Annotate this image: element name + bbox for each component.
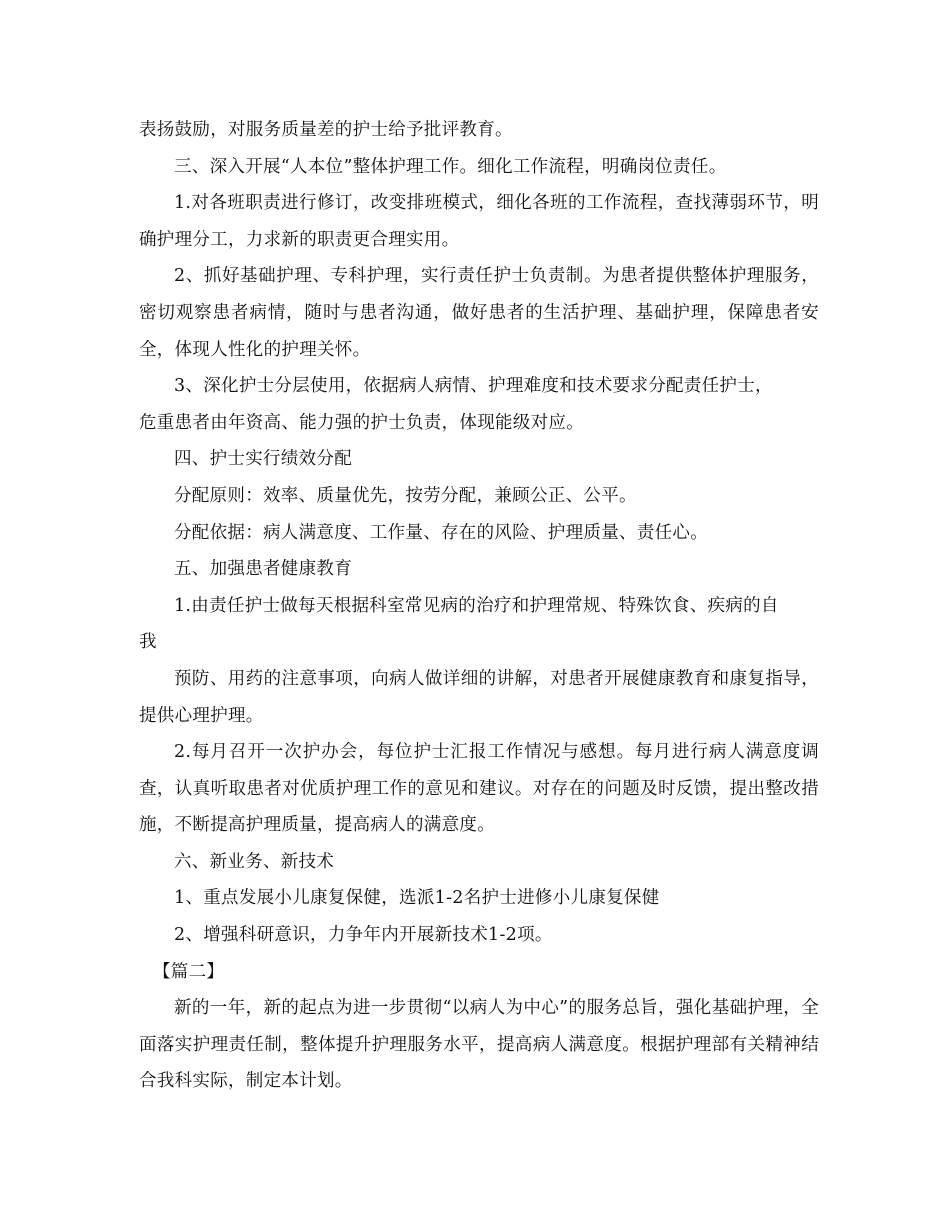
paragraph-part-two-intro: 新的一年，新的起点为进一步贯彻“以病人为中心”的服务总旨，强化基础护理，全面落实护理责任制，整体提升护理服务水平，提高病人满意度。根据护理部有关精神结合我科实际，制定本计划。 (139, 998, 819, 1092)
paragraph-item-3-1: 1.对各班职责进行修订，改变排班模式，细化各班的工作流程，查找薄弱环节，明确护理分工，力求新的职责更合理实用。 (139, 193, 819, 250)
section-heading-5: 五、加强患者健康教育 (174, 559, 352, 580)
paragraph-item-3-3-continued: 危重患者由年资高、能力强的护士负责，体现能级对应。 (139, 412, 584, 433)
paragraph-item-5-1-fragment: 我 (139, 632, 157, 653)
part-two-heading: 【篇二】 (153, 961, 225, 982)
paragraph-item-3-2: 2、抓好基础护理、专科护理，实行责任护士负责制。为患者提供整体护理服务，密切观察患者病情，随时与患者沟通，做好患者的生活护理、基础护理，保障患者安全，体现人性化的护理关怀。 (139, 266, 819, 360)
paragraph-item-6-2: 2、增强科研意识，力争年内开展新技术1-2项。 (174, 925, 553, 946)
section-heading-4: 四、护士实行绩效分配 (174, 449, 352, 470)
paragraph-distribution-principle: 分配原则：效率、质量优先，按劳分配，兼顾公正、公平。 (174, 485, 637, 506)
paragraph-item-5-1: 1.由责任护士做每天根据科室常见病的治疗和护理常规、特殊饮食、疾病的自 (174, 595, 779, 616)
paragraph-item-6-1: 1、重点发展小儿康复保健，选派1-2名护士进修小儿康复保健 (174, 888, 660, 909)
document-body (139, 112, 819, 1100)
paragraph-item-5-2: 2.每月召开一次护办会，每位护士汇报工作情况与感想。每月进行病人满意度调查，认真听取患者对优质护理工作的意见和建议。对存在的问题及时反馈，提出整改措施，不断提高护理质量，提高病人的满意度。 (139, 742, 819, 836)
section-heading-3: 三、深入开展“人本位”整体护理工作。细化工作流程，明确岗位责任。 (174, 156, 727, 177)
paragraph-distribution-basis: 分配依据：病人满意度、工作量、存在的风险、护理质量、责任心。 (174, 522, 708, 543)
paragraph-continuation: 表扬鼓励，对服务质量差的护士给予批评教育。 (139, 120, 513, 140)
paragraph-item-3-3: 3、深化护士分层使用，依据病人病情、护理难度和技术要求分配责任护士， (174, 376, 773, 397)
section-heading-6: 六、新业务、新技术 (174, 851, 335, 872)
paragraph-item-5-1-continued: 预防、用药的注意事项，向病人做详细的讲解，对患者开展健康教育和康复指导，提供心理护理。 (139, 668, 819, 726)
